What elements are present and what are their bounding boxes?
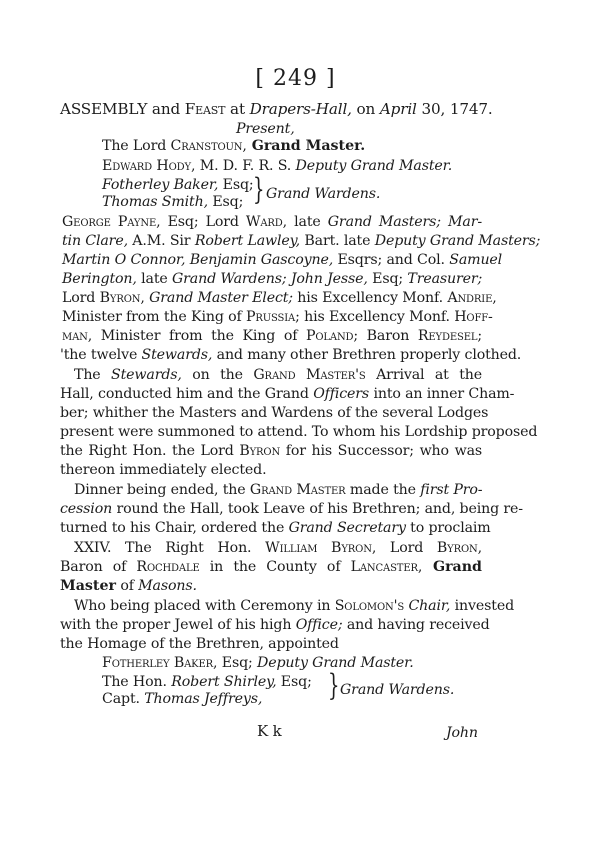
edward-hody: Edward Hody, (102, 158, 196, 174)
warden-line: Capt. Thomas Jeffreys, (102, 691, 263, 707)
deputy-title: Deputy Grand Master. (295, 158, 453, 174)
text-line: Baron of Rochdale in the County of Lancaster, Grand (60, 559, 482, 575)
page-number: [ 249 ] (255, 66, 336, 91)
heading-part: ASSEMBLY and (60, 100, 185, 118)
warden-line: The Hon. Robert Shirley, Esq; (102, 674, 312, 690)
text-line: 'the twelve Stewards, and many other Brethren properly clothed. (60, 347, 522, 363)
text-line: Lord Byron, Grand Master Elect; his Excellency Monf. Andrie, (62, 290, 497, 306)
text-line: Minister from the King of Prussia; his Excellency Monf. Hoff- (62, 309, 493, 325)
text-line: tin Clare, A.M. Sir Robert Lawley, Bart. late Deputy Grand Masters; (62, 233, 541, 249)
catchword: John (446, 725, 478, 741)
warden-line: Thomas Smith, Esq; (102, 194, 244, 210)
text-line: Martin O Connor, Benjamin Gascoyne, Esqrs; and Col. Samuel (62, 252, 503, 268)
text-line: Master of Masons. (60, 578, 197, 594)
heading-place: Drapers-Hall, (249, 100, 352, 118)
heading-month: April (379, 100, 417, 118)
warden-line: Fotherley Baker, Esq; (102, 177, 254, 193)
text-line: with the proper Jewel of his high Office; and having received (60, 617, 490, 633)
text-line: the Right Hon. the Lord Byron for his Successor; who was (60, 443, 483, 459)
text-line: Berington, late Grand Wardens; John Jesse, Esq; Treasurer; (62, 271, 483, 287)
text-line: Hall, conducted him and the Grand Officers into an inner Cham- (60, 386, 515, 402)
text-line: thereon immediately elected. (60, 462, 267, 478)
grand-wardens-label: Grand Wardens. (340, 682, 455, 698)
lord-cranstoun: Cranstoun, (170, 138, 247, 154)
text-line: turned to his Chair, ordered the Grand Secretary to proclaim (60, 520, 491, 536)
text-line: ber; whither the Masters and Wardens of the several Lodges (60, 405, 489, 421)
heading-feast: Feast (184, 100, 226, 118)
text-line: cession round the Hall, took Leave of his Brethren; and, being re- (60, 501, 523, 517)
text-line: Dinner being ended, the Grand Master made the first Pro- (74, 482, 483, 498)
deputy-appointed-line: Fotherley Baker, Esq; Deputy Grand Master. (102, 655, 414, 671)
text-line: George Payne, Esq; Lord Ward, late Grand Masters; Mar- (62, 214, 482, 230)
text-line: Who being placed with Ceremony in Solomon's Chair, invested (74, 598, 515, 614)
text-line: The Stewards, on the Grand Master's Arrival at the (74, 367, 482, 383)
text-line: the Homage of the Brethren, appointed (60, 636, 339, 652)
heading-part: at (225, 100, 250, 118)
present-label: Present, (236, 121, 295, 137)
signature-mark: K k (257, 722, 282, 740)
brace: } (328, 668, 340, 703)
heading-date: 30, 1747. (416, 100, 493, 118)
grand-master-blackletter: Grand Master. (246, 138, 366, 154)
text-line: present were summoned to attend. To whom his Lordship proposed (60, 424, 538, 440)
heading-part: on (351, 100, 380, 118)
text-line: XXIV. The Right Hon. William Byron, Lord Byron, (74, 540, 483, 556)
text-line: man, Minister from the King of Poland; Baron Reydesel; (62, 328, 482, 344)
grand-wardens-label: Grand Wardens. (266, 186, 381, 202)
heading (60, 100, 493, 118)
deputy-line: Edward Hody, M. D. F. R. S. Deputy Grand Master. (102, 158, 453, 174)
brace: } (253, 172, 265, 207)
grand-master-line: The Lord Cranstoun, Grand Master. (102, 138, 366, 154)
